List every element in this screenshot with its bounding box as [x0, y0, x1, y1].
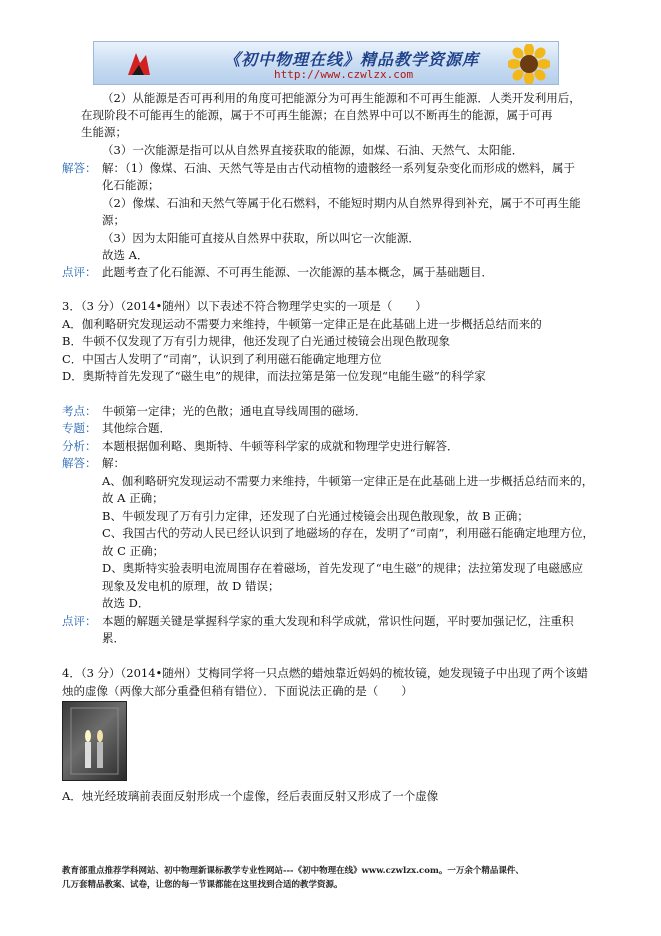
answer-line: 解：: [102, 456, 125, 470]
answer-line: （3）因为太阳能可直接从自然界中获取，所以叫它一次能源．: [102, 231, 420, 245]
zhuanti-text: 其他综合题．: [102, 421, 171, 435]
option-b: B．牛顿不仅发现了万有引力规律，他还发现了白光通过棱镜会出现色散现象: [62, 334, 450, 348]
fenxi-text: 本题根据伽利略、奥斯特、牛顿等科学家的成就和物理学史进行解答．: [102, 439, 459, 453]
answer-line: A、伽利略研究发现运动不需要力来维持，牛顿第一定律正是在此基础上进一步概括总结而来的，: [102, 474, 594, 488]
option-a: A．伽利略研究发现运动不需要力来维持，牛顿第一定律正是在此基础上进一步概括总结而来的: [62, 317, 542, 331]
comment-line: 累．: [102, 631, 125, 645]
footer-line: 教育部重点推荐学科网站、初中物理新课标教学专业性网站---《初中物理在线》www.czwlzx.com。一万余个精品课件、: [62, 866, 524, 876]
answer-line: 解：（1）像煤、石油、天然气等是由古代动植物的遗骸经一系列复杂变化而形成的燃料，属于: [102, 161, 576, 175]
fenxi-label: 分析：: [62, 439, 97, 453]
footer-line: 几万套精品教案、试卷，让您的每一节课都能在这里找到合适的教学资源。: [62, 880, 343, 890]
header-banner: [93, 41, 559, 85]
candle-icon: [63, 702, 126, 780]
answer-line: 源；: [102, 213, 125, 227]
option-a: A．烛光经玻璃前表面反射形成一个虚像，经后表面反射又形成了一个虚像: [62, 789, 439, 803]
question-stem: 3．（3 分）（2014•随州）以下表述不符合物理学史实的一项是（ ）: [62, 299, 427, 313]
kaodian-label: 考点：: [62, 404, 97, 418]
answer-line: D、奥斯特实验表明电流周围存在着磁场，首先发现了“电生磁”的规律；法拉第发现了电磁感应: [102, 561, 583, 575]
question-stem: 烛的虚像（两像大部分重叠但稍有错位）．下面说法正确的是（ ）: [62, 684, 413, 698]
answer-line: 化石能源；: [102, 178, 160, 192]
kaodian-text: 牛顿第一定律；光的色散；通电直导线周围的磁场．: [102, 404, 367, 418]
answer-line: B、牛顿发现了万有引力定律，还发现了白光通过棱镜会出现色散现象，故 B 正确；: [102, 509, 529, 523]
banner-url: http://www.czwlzx.com: [274, 68, 414, 81]
answer-label: 解答：: [62, 456, 97, 470]
answer-line: 故 A 正确；: [102, 491, 164, 505]
comment-line: 本题的解题关键是掌握科学家的重大发现和科学成就，常识性问题，平时要加强记忆，注重积: [102, 614, 574, 628]
comment-label: 点评：: [62, 614, 97, 628]
answer-line: 现象及发电机的原理，故 D 错误；: [102, 579, 280, 593]
answer-line: （2）像煤、石油和天然气等属于化石燃料，不能短时期内从自然界得到补充，属于不可再生能: [102, 196, 581, 210]
answer-label: 解答：: [62, 161, 97, 175]
banner-title: 《初中物理在线》精品教学资源库: [224, 50, 480, 69]
analysis-line: （2）从能源是否可再利用的角度可把能源分为可再生能源和不可再生能源．人类开发利用后，: [102, 91, 581, 105]
comment-label: 点评：: [62, 265, 97, 279]
option-c: C．中国古人发明了“司南”，认识到了利用磁石能确定地理方位: [62, 352, 382, 366]
answer-line: 故 C 正确；: [102, 544, 165, 558]
analysis-line: 在现阶段不可能再生的能源，属于不可再生能源；在自然界中可以不断再生的能源，属于可再: [81, 108, 553, 122]
analysis-line: 生能源；: [81, 125, 127, 139]
question-stem: 4．（3 分）（2014•随州）艾梅同学将一只点燃的蜡烛靠近妈妈的梳妆镜，她发现镜子中出现了两个该蜡: [62, 666, 588, 680]
logo-icon: [124, 49, 154, 79]
analysis-line: （3）一次能源是指可以从自然界直接获取的能源，如煤、石油、天然气、太阳能．: [102, 143, 524, 157]
zhuanti-label: 专题：: [62, 421, 97, 435]
answer-line: 故选 D．: [102, 596, 150, 610]
answer-line: C、我国古代的劳动人民已经认识到了地磁场的存在，发明了“司南”，利用磁石能确定地理方位，: [102, 526, 595, 540]
candle-mirror-photo: [62, 701, 127, 781]
sunflower-icon: [508, 44, 550, 84]
comment-line: 此题考查了化石能源、不可再生能源、一次能源的基本概念，属于基础题目．: [102, 265, 493, 279]
option-d: D．奥斯特首先发现了“磁生电”的规律，而法拉第是第一位发现“电能生磁”的科学家: [62, 369, 486, 383]
answer-line: 故选 A．: [102, 248, 149, 262]
